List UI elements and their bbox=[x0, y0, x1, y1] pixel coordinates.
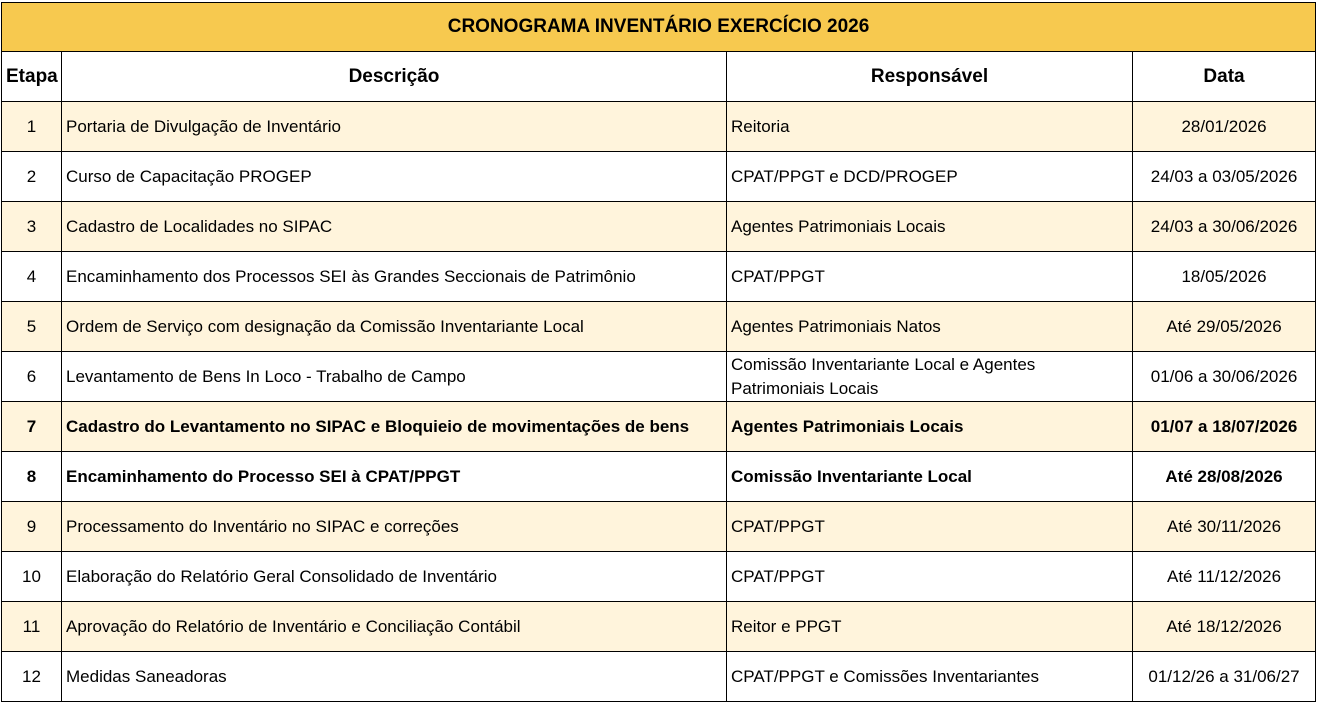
table-row bbox=[2, 602, 1316, 652]
cell-data: 24/03 a 30/06/2026 bbox=[1133, 202, 1316, 252]
cell-descricao: Curso de Capacitação PROGEP bbox=[62, 152, 727, 202]
table-row bbox=[2, 452, 1316, 502]
cell-data: 18/05/2026 bbox=[1133, 252, 1316, 302]
table-row bbox=[2, 152, 1316, 202]
cell-responsavel: CPAT/PPGT bbox=[727, 252, 1133, 302]
cell-etapa: 10 bbox=[2, 552, 62, 602]
cell-responsavel: CPAT/PPGT bbox=[727, 502, 1133, 552]
cell-descricao: Cadastro de Localidades no SIPAC bbox=[62, 202, 727, 252]
cell-responsavel: Reitor e PPGT bbox=[727, 602, 1133, 652]
cell-etapa: 12 bbox=[2, 652, 62, 702]
header-responsavel: Responsável bbox=[727, 52, 1133, 102]
cell-data: Até 30/11/2026 bbox=[1133, 502, 1316, 552]
table-body bbox=[2, 102, 1316, 702]
cell-responsavel: Comissão Inventariante Local bbox=[727, 452, 1133, 502]
table-row bbox=[2, 202, 1316, 252]
cell-descricao: Ordem de Serviço com designação da Comissão Inventariante Local bbox=[62, 302, 727, 352]
cell-descricao: Processamento do Inventário no SIPAC e correções bbox=[62, 502, 727, 552]
cell-descricao: Medidas Saneadoras bbox=[62, 652, 727, 702]
cell-data: 01/07 a 18/07/2026 bbox=[1133, 402, 1316, 452]
cell-data: 24/03 a 03/05/2026 bbox=[1133, 152, 1316, 202]
cell-etapa: 2 bbox=[2, 152, 62, 202]
cell-etapa: 11 bbox=[2, 602, 62, 652]
cell-descricao: Elaboração do Relatório Geral Consolidado de Inventário bbox=[62, 552, 727, 602]
table-row bbox=[2, 652, 1316, 702]
cell-descricao: Levantamento de Bens In Loco - Trabalho de Campo bbox=[62, 352, 727, 402]
table-row bbox=[2, 252, 1316, 302]
cell-responsavel: Agentes Patrimoniais Natos bbox=[727, 302, 1133, 352]
cell-responsavel: Agentes Patrimoniais Locais bbox=[727, 202, 1133, 252]
cell-descricao: Encaminhamento do Processo SEI à CPAT/PPGT bbox=[62, 452, 727, 502]
cell-descricao: Portaria de Divulgação de Inventário bbox=[62, 102, 727, 152]
cell-descricao: Encaminhamento dos Processos SEI às Grandes Seccionais de Patrimônio bbox=[62, 252, 727, 302]
header-row bbox=[2, 52, 1316, 102]
schedule-table bbox=[1, 2, 1316, 702]
cell-etapa: 4 bbox=[2, 252, 62, 302]
cell-responsavel: CPAT/PPGT e Comissões Inventariantes bbox=[727, 652, 1133, 702]
cell-data: Até 29/05/2026 bbox=[1133, 302, 1316, 352]
table-row bbox=[2, 302, 1316, 352]
cell-etapa: 5 bbox=[2, 302, 62, 352]
table-row bbox=[2, 502, 1316, 552]
cell-responsavel: CPAT/PPGT bbox=[727, 552, 1133, 602]
cell-responsavel: Comissão Inventariante Local e Agentes Patrimoniais Locais bbox=[727, 352, 1133, 402]
cell-data: 01/12/26 a 31/06/27 bbox=[1133, 652, 1316, 702]
table-title: CRONOGRAMA INVENTÁRIO EXERCÍCIO 2026 bbox=[2, 3, 1316, 52]
cell-descricao: Cadastro do Levantamento no SIPAC e Bloquieio de movimentações de bens bbox=[62, 402, 727, 452]
cell-etapa: 8 bbox=[2, 452, 62, 502]
cell-data: Até 28/08/2026 bbox=[1133, 452, 1316, 502]
cell-responsavel: Reitoria bbox=[727, 102, 1133, 152]
cell-responsavel: Agentes Patrimoniais Locais bbox=[727, 402, 1133, 452]
cell-data: Até 11/12/2026 bbox=[1133, 552, 1316, 602]
header-etapa: Etapa bbox=[2, 52, 62, 102]
cell-etapa: 7 bbox=[2, 402, 62, 452]
table-row bbox=[2, 402, 1316, 452]
table-row bbox=[2, 352, 1316, 402]
cell-data: 01/06 a 30/06/2026 bbox=[1133, 352, 1316, 402]
header-data: Data bbox=[1133, 52, 1316, 102]
cell-data: 28/01/2026 bbox=[1133, 102, 1316, 152]
cell-etapa: 9 bbox=[2, 502, 62, 552]
cell-etapa: 1 bbox=[2, 102, 62, 152]
cell-etapa: 6 bbox=[2, 352, 62, 402]
header-descricao: Descrição bbox=[62, 52, 727, 102]
cell-descricao: Aprovação do Relatório de Inventário e Conciliação Contábil bbox=[62, 602, 727, 652]
table-row bbox=[2, 552, 1316, 602]
cell-responsavel: CPAT/PPGT e DCD/PROGEP bbox=[727, 152, 1133, 202]
cell-etapa: 3 bbox=[2, 202, 62, 252]
table-row bbox=[2, 102, 1316, 152]
cell-data: Até 18/12/2026 bbox=[1133, 602, 1316, 652]
title-row bbox=[2, 3, 1316, 52]
